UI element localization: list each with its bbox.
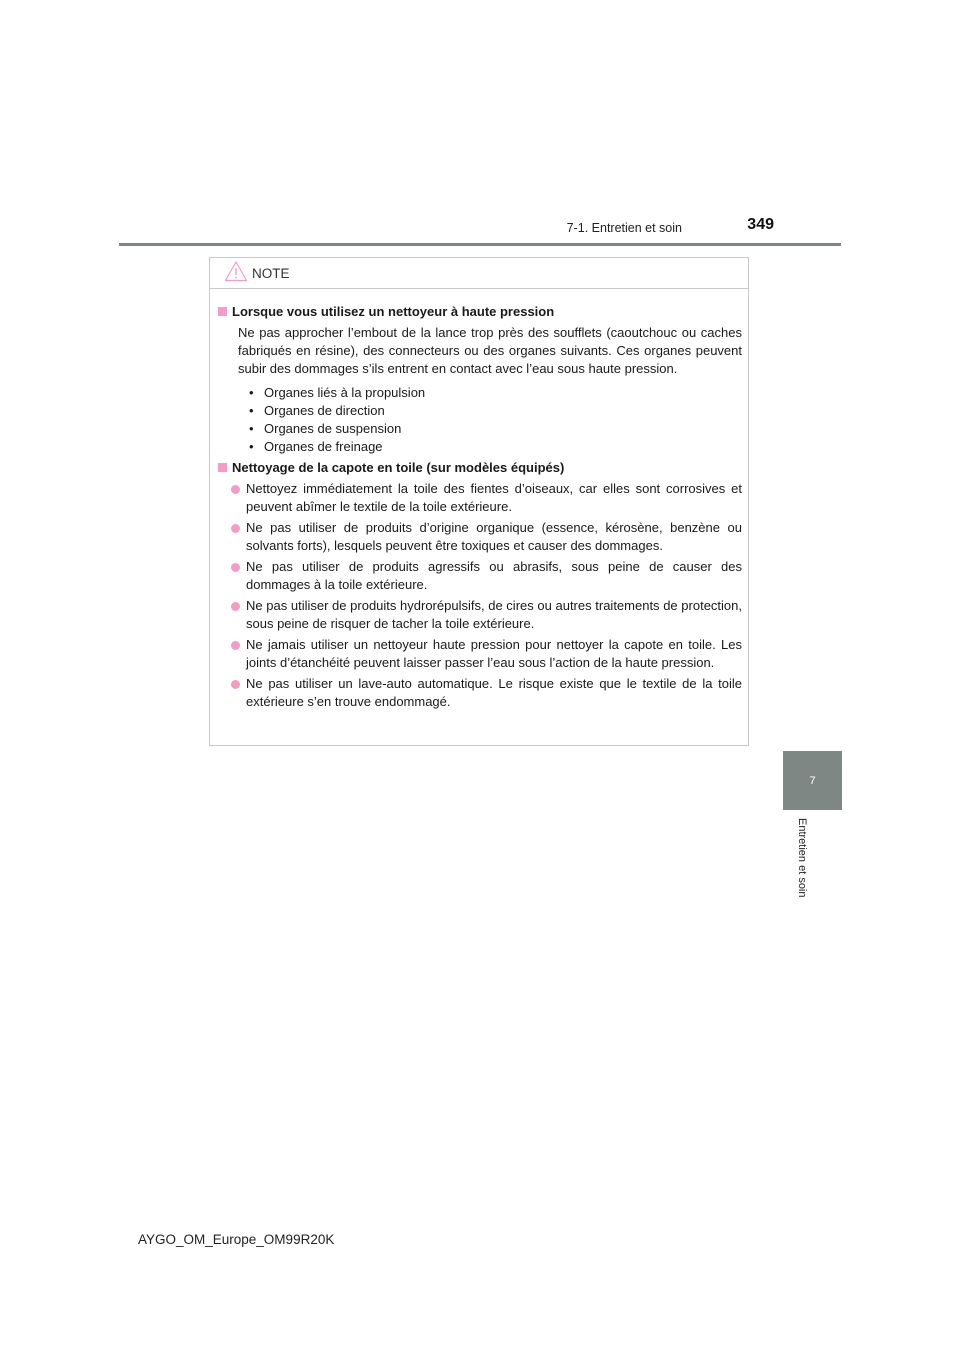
note-box bbox=[209, 257, 749, 746]
circle-bullet-icon bbox=[231, 524, 240, 533]
section-heading bbox=[218, 303, 742, 321]
section-heading-text: Lorsque vous utilisez un nettoyeur à haute pression bbox=[232, 304, 555, 319]
note-title: NOTE bbox=[252, 265, 290, 281]
circle-bullet-icon bbox=[231, 563, 240, 572]
list-item: • Organes de direction bbox=[249, 403, 385, 418]
note-body bbox=[210, 289, 748, 711]
list-item: • Organes liés à la propulsion bbox=[249, 385, 426, 400]
list-item: Ne jamais utiliser un nettoyeur haute pression pour nettoyer la capote en toile. Les joints d’étanchéité peuvent laisser passer l’eau sous l’action de la haute pression. bbox=[218, 636, 742, 672]
square-bullet-icon bbox=[218, 463, 227, 472]
circle-bullet-icon bbox=[231, 680, 240, 689]
chapter-number: 7 bbox=[809, 774, 816, 787]
chapter-tab bbox=[783, 751, 842, 810]
page-number: 349 bbox=[747, 216, 774, 233]
section-paragraph: Ne pas approcher l’embout de la lance trop près des soufflets (caoutchouc ou caches fabriqués en résine), des connecteurs ou des organes suivants. Ces organes peuvent subir des dommages s’ils entrent en contact avec l’eau sous haute pression. bbox=[238, 325, 742, 376]
section-heading bbox=[218, 459, 742, 477]
circle-bullet-icon bbox=[231, 602, 240, 611]
section-label: 7-1. Entretien et soin bbox=[566, 221, 682, 235]
document-code: AYGO_OM_Europe_OM99R20K bbox=[138, 1232, 335, 1247]
note-header bbox=[210, 258, 748, 289]
square-bullet-icon bbox=[218, 307, 227, 316]
list-item: Nettoyez immédiatement la toile des fientes d’oiseaux, car elles sont corrosives et peuvent abîmer le textile de la toile extérieure. bbox=[218, 480, 742, 516]
list-item: • Organes de suspension bbox=[249, 421, 402, 436]
list-item: • Organes de freinage bbox=[249, 439, 383, 454]
list-item: Ne pas utiliser de produits agressifs ou abrasifs, sous peine de causer des dommages à la toile extérieure. bbox=[218, 558, 742, 594]
section-heading-text: Nettoyage de la capote en toile (sur modèles équipés) bbox=[232, 460, 565, 475]
warning-triangle-icon bbox=[224, 260, 248, 287]
list-item: Ne pas utiliser un lave-auto automatique. Le risque existe que le textile de la toile extérieure s’en trouve endommagé. bbox=[218, 675, 742, 711]
list-item: Ne pas utiliser de produits d’origine organique (essence, kérosène, benzène ou solvants forts), lesquels peuvent être toxiques et causer des dommages. bbox=[218, 519, 742, 555]
chapter-title: Entretien et soin bbox=[796, 818, 808, 898]
list-item: Ne pas utiliser de produits hydrorépulsifs, de cires ou autres traitements de protection, sous peine de risquer de tacher la toile extérieure. bbox=[218, 597, 742, 633]
header-divider bbox=[119, 243, 841, 246]
circle-bullet-icon bbox=[231, 641, 240, 650]
circle-bullet-icon bbox=[231, 485, 240, 494]
bullet-list bbox=[218, 384, 742, 456]
